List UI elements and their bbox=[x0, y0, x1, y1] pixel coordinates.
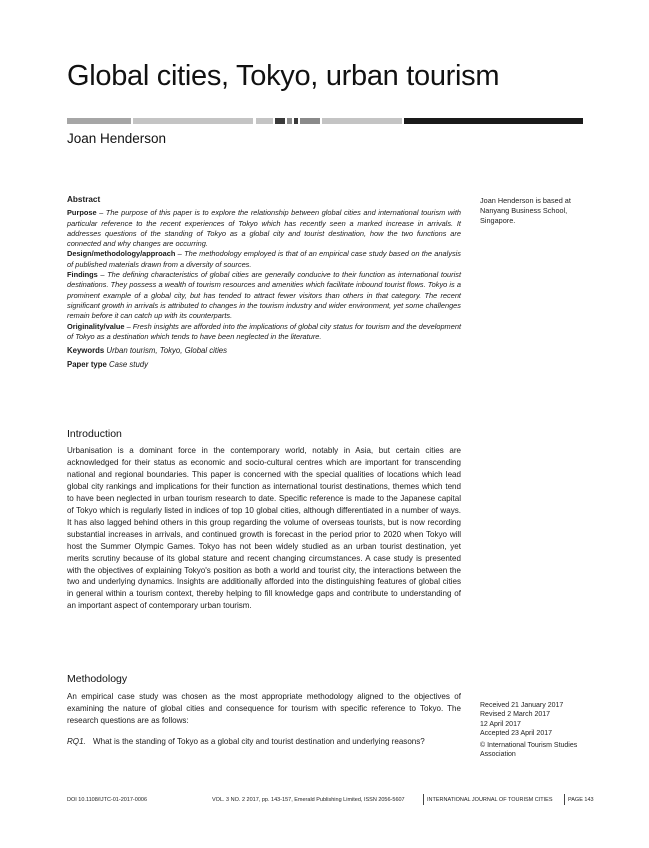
rq1-label: RQ1. bbox=[67, 737, 86, 746]
introduction-heading: Introduction bbox=[67, 428, 122, 440]
title-rule-segment bbox=[256, 118, 273, 124]
footer-divider bbox=[564, 794, 565, 805]
title-rule-segment bbox=[275, 118, 285, 124]
paper-type-text: Case study bbox=[106, 360, 149, 370]
title-rule-segment bbox=[294, 118, 298, 124]
rq1-text: What is the standing of Tokyo as a global city and tourist destination and underlying reasons? bbox=[93, 737, 425, 746]
originality-text: – Fresh insights are afforded into the implications of global city status for tourism and the development of Tokyo as a destination which tends to have been neglected in the literature. bbox=[67, 321, 461, 341]
footer-journal-name: INTERNATIONAL JOURNAL OF TOURISM CITIES bbox=[427, 797, 553, 803]
title-rule-segment bbox=[404, 118, 583, 124]
abstract-section bbox=[67, 195, 461, 371]
purpose-label: Purpose bbox=[67, 208, 97, 218]
abstract-heading: Abstract bbox=[67, 195, 101, 204]
title-rule-segment bbox=[322, 118, 402, 124]
footer-page-number: PAGE 143 bbox=[568, 797, 594, 803]
title-rule-segment bbox=[300, 118, 320, 124]
title-rule-segment bbox=[67, 118, 131, 124]
keywords-text: Urban tourism, Tokyo, Global cities bbox=[104, 346, 228, 356]
title-rule-segment bbox=[133, 118, 253, 124]
author-affiliation-note: Joan Henderson is based at Nanyang Business School, Singapore. bbox=[480, 196, 571, 225]
article-history bbox=[480, 701, 600, 760]
methodology-heading: Methodology bbox=[67, 673, 128, 685]
design-label: Design/methodology/approach bbox=[67, 249, 176, 259]
originality-label: Originality/value bbox=[67, 321, 125, 331]
keywords-label: Keywords bbox=[67, 346, 105, 356]
introduction-text: Urbanisation is a dominant force in the contemporary world, notably in Asia, but certain cities are acknowledged for their status as economic and socio-cultural centres which are important for transcending national and regional boundaries. This paper is concerned with the special qualities of locations which lead global city rankings and implications for their function as international tourist destinations, themes which tend to have been neglected in urban tourism research to date. Specific reference is made to the Japanese capital of Tokyo which is regularly listed in indices of top 10 global cities, although differentiated in a number of ways. It has also lagged behind others in this group regarding the volume of overseas tourists, but is now recording substantial increases in arrivals, and continued growth is forecast in the period prior to 2020 when Tokyo will host the Summer Olympic Games. Tokyo has not been widely studied as an urban tourist destination, yet merits scrutiny because of its global stature and recent changing circumstances. A case study is presented with the objectives of explaining Tokyo's position as both a world and tourist city, the interactions between the two and underlying dynamics. Insights are additionally afforded into the distinguishing features of global cities in general within a tourism context, thereby helping to fill knowledge gaps and contribute to understanding of an important aspect of contemporary urban tourism. bbox=[67, 446, 461, 611]
footer-divider bbox=[423, 794, 424, 805]
revised-date-2: 12 April 2017 bbox=[480, 720, 521, 728]
findings-text: – The defining characteristics of global cities are generally conducive to their function as international tourist destinations. They possess a wealth of tourism resources and amenities which facilitate inbound tourist flows. Tokyo is a prominent example of a global city, but has tended to attract fewer visitors than others in that category. The recent significant growth in arrivals is attributed to changes in the tourism industry and wider environment, yet some challenges remain before it can catch up with its counterparts. bbox=[67, 270, 461, 321]
abstract-paper-type bbox=[67, 360, 461, 370]
abstract-design bbox=[67, 249, 461, 270]
purpose-text: – The purpose of this paper is to explore the relationship between global cities and international tourism with particular reference to the recent experiences of Tokyo which has recently seen a marked increase in arrivals. It addresses questions of the standing of Tokyo as a global city and tourist destination, how the two functions are connected and why changes are occurring. bbox=[67, 208, 461, 249]
footer-volume-info: VOL. 3 NO. 2 2017, pp. 143-157, Emerald Publishing Limited, ISSN 2056-5607 bbox=[212, 797, 405, 803]
title-rule-segment bbox=[287, 118, 292, 124]
abstract-purpose bbox=[67, 208, 461, 249]
received-date: Received 21 January 2017 bbox=[480, 702, 564, 709]
design-text: – The methodology employed is that of an empirical case study based on the analysis of published materials drawn from a diversity of sources. bbox=[67, 249, 461, 269]
findings-label: Findings bbox=[67, 270, 98, 280]
revised-date-1: Revised 2 March 2017 bbox=[480, 711, 551, 719]
copyright-notice: © International Tourism Studies Association bbox=[480, 742, 578, 759]
abstract-findings bbox=[67, 270, 461, 321]
paper-type-label: Paper type bbox=[67, 360, 107, 370]
accepted-date: Accepted 23 April 2017 bbox=[480, 729, 552, 737]
author-name: Joan Henderson bbox=[67, 131, 167, 146]
footer-doi: DOI 10.1108/IJTC-01-2017-0006 bbox=[67, 797, 147, 803]
methodology-text: An empirical case study was chosen as the most appropriate methodology aligned to the objectives of examining the nature of global cities and consequence for tourism with specific reference to Tokyo. The research questions are as follows: bbox=[67, 692, 461, 725]
abstract-keywords bbox=[67, 346, 461, 356]
abstract-originality bbox=[67, 322, 461, 343]
article-title: Global cities, Tokyo, urban tourism bbox=[67, 60, 500, 92]
research-question-1 bbox=[67, 736, 461, 748]
